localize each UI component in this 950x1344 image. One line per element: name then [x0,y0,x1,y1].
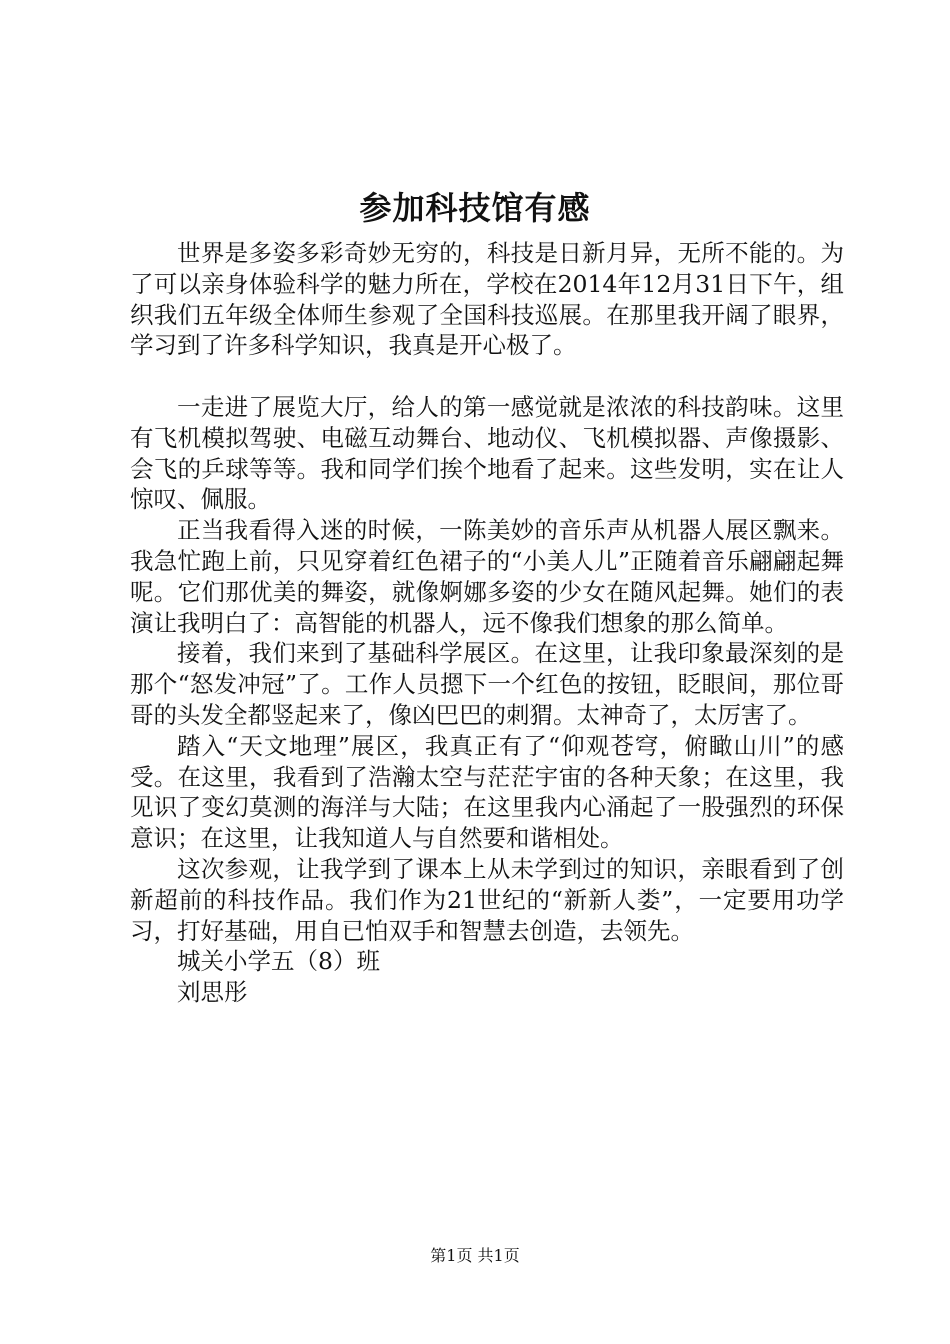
paragraph-2: 一走进了展览大厅，给人的第一感觉就是浓浓的科技韵味。这里有飞机模拟驾驶、电磁互动舞台、地动仪、飞机模拟器、声像摄影、会飞的乒球等等。我和同学们挨个地看了起来。这些发明，实在让人惊叹、佩服。 [130,392,844,514]
document-body [130,238,844,1008]
paragraph-3: 正当我看得入迷的时候，一陈美妙的音乐声从机器人展区飘来。我急忙跑上前，只见穿着红色裙子的“小美人儿”正随着音乐翩翩起舞呢。它们那优美的舞姿，就像婀娜多姿的少女在随风起舞。她们的表演让我明白了：高智能的机器人，远不像我们想象的那么简单。 [130,516,844,637]
paragraph-1: 世界是多姿多彩奇妙无穷的，科技是日新月异，无所不能的。为了可以亲身体验科学的魅力所在，学校在2014年12月31日下午，组织我们五年级全体师生参观了全国科技巡展。在那里我开阔了眼界，学习到了许多科学知识，我真是开心极了。 [130,239,844,360]
signature-author: 刘思彤 [177,978,248,1007]
paragraph-6: 这次参观，让我学到了课本上从未学到过的知识，亲眼看到了创新超前的科技作品。我们作为21世纪的“新新人娄”，一定要用功学习，打好基础，用自已怕双手和智慧去创造，去领先。 [130,854,844,945]
signature-school: 城关小学五（8）班 [177,947,380,976]
page-footer: 第1页 共1页 [430,1246,520,1265]
paragraph-5: 踏入“天文地理”展区，我真正有了“仰观苍穹，俯瞰山川”的感受。在这里，我看到了浩瀚太空与茫茫宇宙的各种天象；在这里，我见识了变幻莫测的海洋与大陆；在这里我内心涌起了一股强烈的环保意识；在这里，让我知道人与自然要和谐相处。 [130,731,844,853]
document-title: 参加科技馆有感 [359,189,591,227]
paragraph-4: 接着，我们来到了基础科学展区。在这里，让我印象最深刻的是那个“怒发冲冠”了。工作人员摁下一个红色的按钮，眨眼间，那位哥哥的头发全都竖起来了，像凶巴巴的刺猬。太神奇了，太厉害了。 [130,639,844,729]
